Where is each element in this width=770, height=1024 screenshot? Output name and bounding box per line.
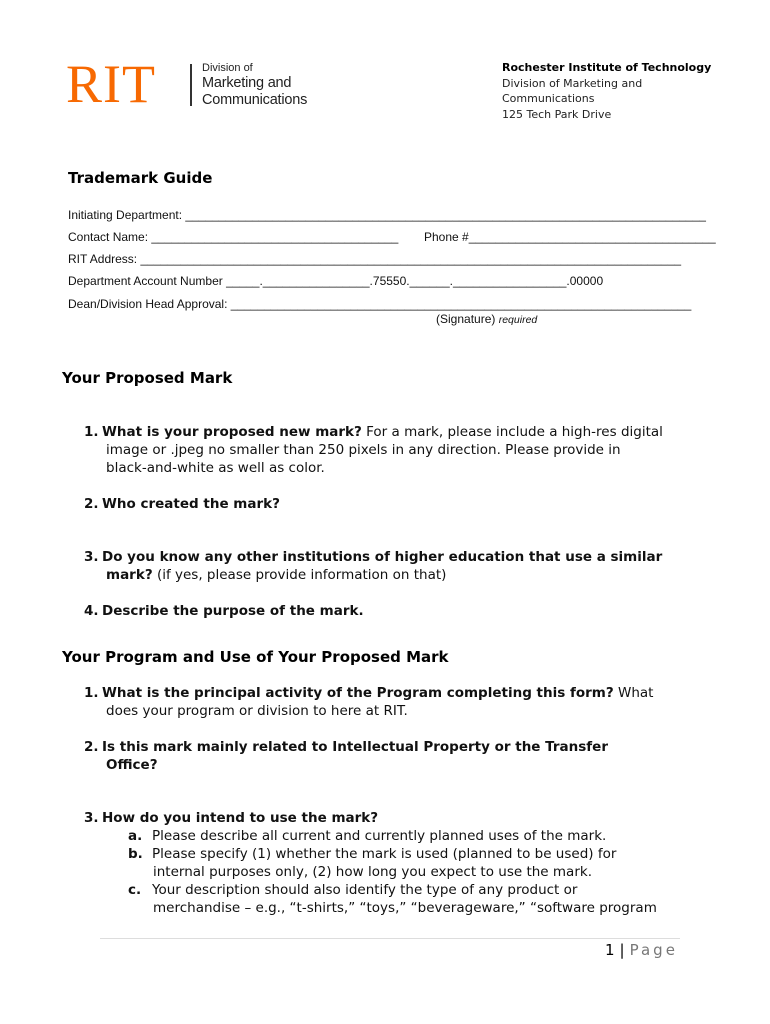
page-number: 1 (605, 941, 616, 959)
signature-required: required (498, 314, 538, 326)
question-number: 2. (84, 496, 99, 512)
page-separator: | (619, 941, 626, 959)
question-bold: Who created the mark? (102, 496, 280, 512)
question-number: 4. (84, 603, 99, 619)
question-bold: How do you intend to use the mark? (102, 810, 379, 826)
sub-text: merchandise – e.g., “t-shirts,” “toys,” “beverageware,” “software program (153, 900, 657, 916)
question-text: For a mark, please include a high-res digital (361, 424, 663, 440)
section-program-use-heading: Your Program and Use of Your Proposed Mark (62, 648, 449, 666)
address-line-3: 125 Tech Park Drive (502, 108, 612, 121)
question-bold: Office? (106, 757, 158, 773)
section-proposed-mark-heading: Your Proposed Mark (62, 369, 233, 387)
question-text: What (613, 685, 654, 701)
rit-address-field[interactable]: RIT Address: _________________________________________________________________________________ (68, 252, 682, 266)
logo-line-2: Communications (202, 92, 308, 108)
sub-letter: a. (128, 828, 143, 844)
question-text: (if yes, please provide information on that) (152, 567, 447, 583)
question-bold: Do you know any other institutions of higher education that use a similar (102, 549, 663, 565)
question-bold: Describe the purpose of the mark. (102, 603, 364, 619)
sub-text: Please specify (1) whether the mark is used (planned to be used) for (152, 846, 617, 862)
question-purpose (84, 602, 684, 620)
address-line-1: Division of Marketing and (502, 77, 643, 90)
sub-text: internal purposes only, (2) how long you expect to use the mark. (153, 864, 592, 880)
sub-item-c (128, 881, 688, 917)
question-principal-activity (84, 684, 684, 720)
footer-divider (100, 938, 680, 939)
sub-letter: b. (128, 846, 143, 862)
question-bold: Is this mark mainly related to Intellectual Property or the Transfer (102, 739, 608, 755)
rit-logo-wordmark: RIT (66, 54, 156, 114)
logo-line-1: Marketing and (202, 75, 292, 91)
logo-divider (190, 64, 192, 106)
question-ip-transfer (84, 738, 684, 774)
question-similar-institutions (84, 548, 684, 584)
page-footer (605, 941, 678, 959)
question-bold: mark? (106, 567, 153, 583)
question-proposed-mark (84, 423, 684, 477)
approval-field[interactable]: Dean/Division Head Approval: _____________________________________________________________________ (68, 297, 692, 311)
question-text: image or .jpeg no smaller than 250 pixels in any direction. Please provide in (106, 442, 621, 458)
question-number: 3. (84, 549, 99, 565)
sub-text: Please describe all current and currently planned uses of the mark. (152, 828, 607, 844)
contact-name-field[interactable]: Contact Name: _____________________________________ (68, 230, 399, 244)
question-number: 1. (84, 424, 99, 440)
sub-item-b (128, 845, 688, 881)
sub-item-a (128, 827, 688, 845)
logo-division-of: Division of (202, 62, 253, 74)
question-number: 2. (84, 739, 99, 755)
address-institution: Rochester Institute of Technology (502, 61, 712, 74)
signature-text: (Signature) (436, 312, 496, 326)
question-intended-use (84, 809, 684, 827)
account-number-field[interactable]: Department Account Number _____.________________.75550.______._________________.00000 (68, 274, 604, 288)
phone-field[interactable]: Phone #_____________________________________ (424, 230, 716, 244)
signature-label (436, 312, 537, 328)
initiating-department-field[interactable]: Initiating Department: ______________________________________________________________________________ (68, 208, 706, 222)
form-title: Trademark Guide (68, 169, 213, 187)
question-text: black-and-white as well as color. (106, 460, 325, 476)
address-line-2: Communications (502, 92, 595, 105)
question-creator (84, 495, 684, 513)
question-bold: What is the principal activity of the Program completing this form? (102, 685, 614, 701)
question-text: does your program or division to here at RIT. (106, 703, 408, 719)
question-bold: What is your proposed new mark? (102, 424, 362, 440)
page-label: Page (629, 941, 678, 959)
question-number: 1. (84, 685, 99, 701)
sub-text: Your description should also identify the type of any product or (152, 882, 578, 898)
sub-letter: c. (128, 882, 142, 898)
question-number: 3. (84, 810, 99, 826)
